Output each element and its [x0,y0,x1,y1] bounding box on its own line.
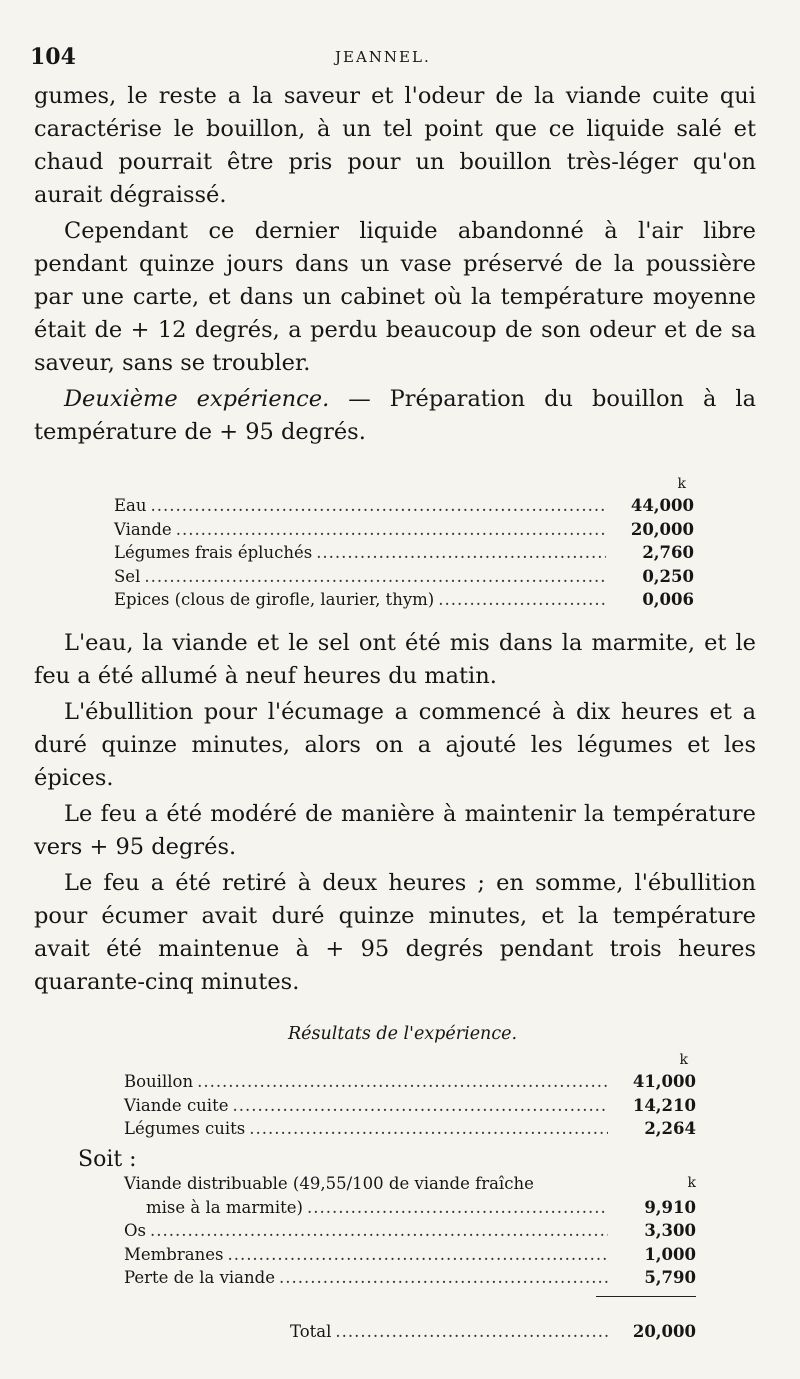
table-row [124,1266,696,1290]
sum-rule [596,1296,696,1297]
table-row [114,565,694,589]
running-title: JEANNEL. [335,48,431,66]
row-label: Sel [114,566,141,586]
table-row [114,518,694,542]
row-value: 2,264 [644,1119,696,1138]
running-head [30,44,750,74]
paragraph-1: gumes, le reste a la saveur et l'odeur de la viande cuite qui caractérise le bouillon, à un tel point que ce liquide salé et chaud pourrait être pris pour un bouillon très-léger qu'on aurait dégraissé. [34,83,756,208]
row-label: Eau [114,496,147,515]
table-row [114,541,694,565]
row-label: mise à la marmite) [146,1197,303,1217]
row-label: Légumes frais épluchés [114,543,313,562]
total-row [290,1320,696,1344]
table-row [124,1243,696,1267]
row-value: 2,760 [642,543,694,562]
row-value: 5,790 [644,1268,696,1287]
paragraph-7: Le feu a été retiré à deux heures ; en somme, l'ébullition pour écumer avait duré quinze minutes, et la température avait été maintenue à + 95 degrés pendant trois heures quarante-cinq minutes. [34,870,756,995]
row-label: Os [124,1221,146,1240]
paragraph-6: Le feu a été modéré de manière à maintenir la température vers + 95 degrés. [34,801,756,860]
results-table [124,1052,696,1141]
total-value: 20,000 [632,1322,696,1341]
leader-dots [232,1094,608,1118]
unit-label: k [687,1175,696,1191]
row-label: Viande cuite [124,1095,229,1115]
row-label: Légumes cuits [124,1119,246,1138]
paragraph-5: L'ébullition pour l'écumage a commencé à dix heures et a duré quinze minutes, alors on a ajouté les légumes et les épices. [34,699,756,791]
table-row [124,1219,696,1243]
row-value: 3,300 [644,1221,696,1240]
leader-dots [438,588,606,612]
body-text [34,80,756,449]
row-value: 0,250 [642,566,694,586]
paragraph-3 [34,383,756,449]
unit-label: k [677,476,686,492]
row-label: Perte de la viande [124,1268,275,1287]
row-label: Viande distribuable (49,55/100 de viande fraîche [124,1174,534,1193]
leader-dots [151,494,606,518]
leader-dots [249,1117,608,1141]
page-number: 104 [30,44,76,70]
table-row [124,1196,696,1220]
row-value: 20,000 [630,519,694,539]
row-value: 14,210 [632,1095,696,1115]
row-label: Membranes [124,1244,224,1264]
leader-dots [307,1196,608,1220]
leader-dots [335,1320,608,1344]
leader-dots [144,565,606,589]
leader-dots [150,1219,608,1243]
row-value: 44,000 [630,496,694,515]
breakdown-table [124,1172,696,1297]
row-label: Viande [114,519,172,539]
row-label: Epices (clous de girofle, laurier, thym) [114,590,435,609]
table-row [124,1172,696,1196]
table-row [114,588,694,612]
paragraph-2: Cependant ce dernier liquide abandonné à l'air libre pendant quinze jours dans un vase préservé de la poussière par une carte, et dans un cabinet où la température moyenne était de + 12 degrés, a perdu beaucoup de son odeur et de sa saveur, sans se troubler. [34,218,756,376]
table-row [124,1117,696,1141]
leader-dots [279,1266,608,1290]
row-value: 9,910 [644,1197,696,1217]
soit-label: Soit : [78,1147,137,1172]
row-value: 41,000 [632,1072,696,1091]
unit-label: k [679,1052,688,1068]
leader-dots [176,518,606,542]
body-text-2 [34,624,756,999]
experiment-heading: Deuxième expérience. [64,386,330,412]
table-row [124,1094,696,1118]
leader-dots [227,1243,608,1267]
ingredients-table [114,476,694,612]
row-value: 0,006 [642,590,694,609]
table-row [114,494,694,518]
table-row [290,1320,696,1344]
total-label: Total [290,1322,332,1341]
leader-dots [316,541,606,565]
experiment-heading-rest: — Préparation du bouillon à la température de + 95 degrés. [34,386,756,445]
results-title: Résultats de l'expérience. [288,1024,518,1044]
table-row [124,1070,696,1094]
leader-dots [197,1070,608,1094]
row-label: Bouillon [124,1072,194,1091]
paragraph-4: L'eau, la viande et le sel ont été mis dans la marmite, et le feu a été allumé à neuf heures du matin. [34,630,756,689]
row-value: 1,000 [644,1244,696,1264]
